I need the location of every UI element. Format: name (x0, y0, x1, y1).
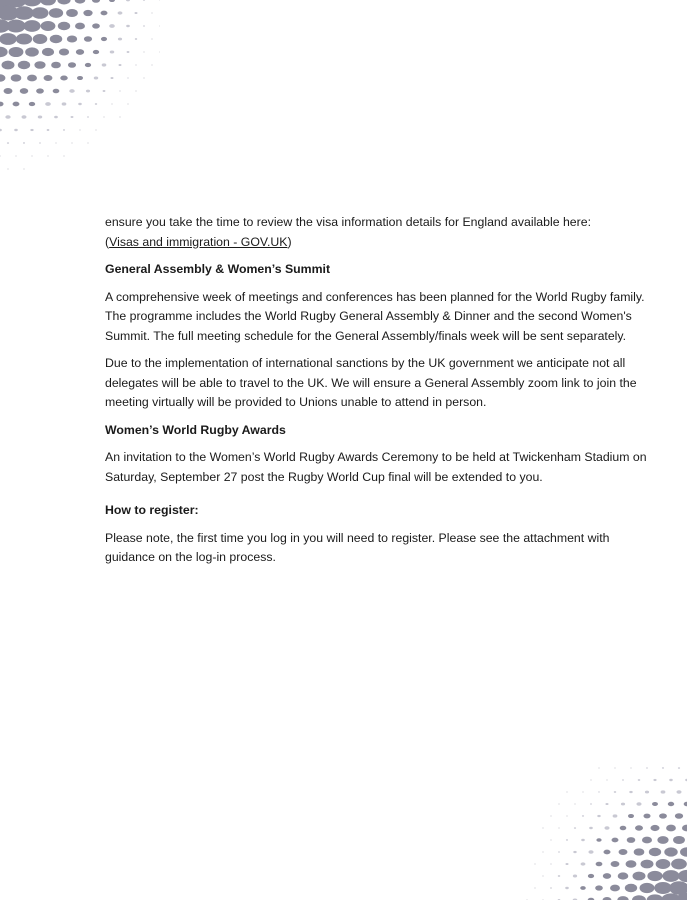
visa-paragraph (105, 213, 650, 252)
halftone-dot (566, 839, 568, 840)
halftone-dot (83, 10, 92, 16)
halftone-dot (614, 791, 617, 793)
register-heading: How to register: (105, 503, 199, 517)
halftone-dot (66, 9, 78, 17)
halftone-dot (127, 77, 129, 78)
visas-immigration-link[interactable]: Visas and immigration - GOV.UK (109, 234, 288, 249)
halftone-dot (659, 813, 667, 818)
halftone-dot (614, 767, 616, 768)
halftone-dot (550, 815, 552, 816)
halftone-dot (27, 75, 37, 82)
halftone-dot (632, 895, 646, 900)
halftone-dot (9, 47, 24, 57)
halftone-dot (566, 791, 568, 792)
halftone-dot (542, 851, 544, 852)
halftone-dot (20, 88, 28, 94)
halftone-dot (5, 0, 27, 7)
halftone-dot (565, 863, 568, 865)
halftone-dot (87, 142, 89, 143)
halftone-dot (57, 0, 70, 4)
halftone-dot (110, 50, 115, 53)
halftone-dot (581, 862, 586, 865)
halftone-dot (63, 129, 65, 130)
halftone-dot (5, 115, 10, 119)
halftone-dot (40, 0, 56, 5)
halftone-dot (44, 75, 53, 81)
halftone-dot (68, 62, 76, 67)
halftone-dot (534, 863, 536, 864)
halftone-dot (25, 47, 39, 56)
halftone-dot (647, 871, 662, 881)
paren-open: ( (105, 234, 110, 249)
halftone-dot (0, 19, 10, 33)
paren-close: ) (287, 234, 292, 249)
halftone-dot (673, 836, 685, 844)
halftone-dot (603, 850, 610, 855)
halftone-dot (678, 870, 687, 882)
halftone-dot (54, 116, 58, 119)
halftone-dot (7, 142, 9, 144)
halftone-dot (582, 815, 584, 816)
halftone-dot (33, 34, 48, 44)
halftone-dot (662, 870, 679, 882)
halftone-dot (92, 23, 100, 28)
halftone-dot (647, 894, 664, 900)
halftone-dot (23, 0, 42, 6)
halftone-dot (680, 847, 687, 856)
halftone-dot (95, 103, 97, 105)
halftone-dot (671, 859, 687, 870)
halftone-dot (109, 24, 115, 28)
halftone-dot (78, 103, 82, 105)
halftone-dot (675, 813, 683, 819)
halftone-dot (596, 838, 601, 842)
awards-heading: Women’s World Rugby Awards (105, 422, 286, 437)
halftone-dot (588, 874, 594, 878)
halftone-dot (76, 49, 84, 55)
halftone-dot (31, 7, 48, 19)
halftone-dot (31, 155, 33, 156)
halftone-dot (595, 885, 603, 890)
halftone-dot (51, 62, 61, 69)
halftone-dot (126, 25, 130, 27)
halftone-dot (633, 872, 646, 881)
halftone-dot (75, 0, 86, 4)
halftone-dot (0, 74, 5, 81)
halftone-dot (87, 116, 89, 117)
halftone-dot (93, 50, 99, 54)
halftone-dot (36, 88, 44, 93)
halftone-dot (643, 814, 650, 819)
halftone-dot (620, 826, 627, 830)
halftone-dot (588, 850, 593, 854)
halftone-dot (111, 103, 113, 104)
halftone-dot (649, 848, 661, 856)
halftone-dot (103, 116, 105, 117)
halftone-dot (682, 825, 687, 832)
general-assembly-heading: General Assembly & Women’s Summit (105, 262, 331, 276)
halftone-dot (653, 779, 656, 781)
halftone-dot (627, 837, 636, 843)
halftone-dot (13, 102, 20, 107)
halftone-dot (55, 142, 57, 143)
halftone-dot (590, 779, 592, 780)
halftone-dot (617, 896, 628, 900)
halftone-dot (71, 116, 74, 118)
halftone-dot (0, 6, 19, 21)
halftone-dot (21, 115, 26, 118)
halftone-dot (29, 102, 35, 106)
halftone-dot (676, 892, 687, 900)
halftone-dot (53, 89, 60, 94)
halftone-dot (573, 851, 576, 853)
halftone-dot (118, 38, 122, 41)
halftone-dot (85, 63, 91, 67)
halftone-dot (668, 802, 674, 806)
halftone-dot (558, 803, 560, 804)
halftone-dot (613, 814, 618, 817)
halftone-dot (661, 790, 666, 793)
halftone-dot (662, 767, 664, 768)
halftone-dot (94, 76, 98, 79)
halftone-dot (603, 873, 611, 879)
halftone-dot (50, 35, 63, 44)
halftone-dot (676, 790, 681, 793)
halftone-dot (109, 0, 115, 2)
halftone-dot (630, 767, 632, 768)
halftone-dot (626, 860, 637, 867)
halftone-dot (101, 37, 107, 41)
halftone-dot (542, 827, 544, 828)
halftone-dot (119, 116, 121, 117)
halftone-dot (58, 22, 70, 30)
halftone-dot (589, 827, 593, 829)
halftone-dot (14, 6, 34, 19)
halftone-dot (605, 803, 608, 805)
halftone-dot (42, 48, 54, 56)
halftone-dot (69, 89, 74, 93)
halftone-dot (103, 90, 106, 92)
halftone-dot (118, 11, 123, 14)
halftone-dot (59, 49, 69, 56)
halftone-dot (582, 791, 584, 792)
awards-paragraph: An invitation to the Women’s World Rugby Awards Ceremony to be held at Twickenham Stadium on Saturday, September 27 post the Rugby World Cup final will be extended to you. (105, 450, 647, 484)
halftone-dot (558, 875, 561, 877)
halftone-dot (67, 35, 77, 42)
halftone-dot (7, 168, 9, 169)
halftone-dot (645, 791, 649, 794)
halftone-dot (38, 115, 42, 118)
halftone-dot (135, 38, 137, 40)
halftone-dot (159, 0, 160, 1)
halftone-dot (664, 847, 677, 856)
halftone-dot (641, 860, 654, 869)
halftone-dot (573, 875, 577, 878)
general-assembly-paragraph-1: A comprehensive week of meetings and conferences has been planned for the World Rugby family. The programme includes the World Rugby General Assembly & Dinner and the second Women's Summit. The full meeting schedule for the General Assembly/finals week will be sent separately. (105, 289, 645, 343)
halftone-dot (565, 887, 569, 889)
halftone-dot (79, 129, 81, 130)
halftone-dot (23, 142, 25, 143)
halftone-dot (143, 0, 145, 1)
halftone-dot (45, 102, 51, 106)
halftone-dot (135, 12, 138, 14)
halftone-dot (558, 851, 560, 852)
halftone-dot (127, 51, 130, 53)
halftone-dot (625, 884, 637, 892)
halftone-dot (23, 20, 40, 32)
document-body (105, 213, 650, 576)
halftone-dot (656, 859, 671, 869)
halftone-dot (596, 862, 603, 867)
halftone-dot (654, 882, 672, 894)
halftone-dot (4, 88, 13, 94)
halftone-dot (143, 77, 145, 78)
halftone-dot (18, 61, 30, 69)
halftone-dot (652, 802, 658, 806)
halftone-dot (550, 887, 552, 888)
halftone-dot (143, 25, 145, 26)
halftone-dot (621, 803, 625, 806)
halftone-dot (127, 103, 129, 104)
halftone-dot (0, 47, 8, 57)
halftone-dot (23, 168, 25, 169)
halftone-dot (678, 767, 680, 769)
halftone-dot (542, 875, 544, 876)
halftone-dot (534, 887, 536, 888)
halftone-dot (0, 33, 17, 45)
halftone-dot (15, 155, 17, 156)
halftone-dot (606, 779, 608, 780)
halftone-dot (77, 76, 83, 80)
halftone-dot (618, 872, 629, 879)
halftone-dot (619, 849, 628, 855)
halftone-dot (550, 863, 552, 864)
halftone-dot (118, 64, 121, 66)
halftone-dot (62, 102, 67, 105)
halftone-dot (612, 838, 619, 843)
halftone-dot (574, 827, 576, 829)
halftone-dot (16, 33, 32, 44)
halftone-dot (135, 64, 137, 65)
halftone-dot (143, 51, 145, 52)
halftone-dot (14, 129, 18, 131)
halftone-dot (581, 839, 585, 841)
halftone-dot (63, 155, 65, 156)
halftone-dot (71, 142, 73, 143)
register-paragraph: Please note, the first time you log in you will need to register. Please see the attachment with guidance on the log-in process. (105, 530, 610, 564)
halftone-dot (151, 38, 153, 39)
halftone-dot (657, 836, 668, 844)
halftone-dot (101, 11, 108, 16)
halftone-dot (580, 886, 585, 890)
halftone-dot (635, 825, 643, 830)
halftone-dot (41, 21, 56, 31)
halftone-dot (110, 77, 113, 79)
halftone-dot (597, 815, 600, 817)
halftone-dot (159, 51, 160, 52)
halftone-dot (566, 815, 568, 816)
halftone-dot (610, 885, 620, 892)
halftone-dot (30, 129, 33, 131)
halftone-dot (126, 0, 130, 1)
halftone-dot (590, 803, 592, 804)
halftone-dot (574, 803, 576, 804)
halftone-dot (604, 826, 609, 829)
halftone-dot (598, 767, 600, 768)
halftone-dot (0, 102, 4, 107)
halftone-dot (661, 893, 681, 900)
halftone-dot (598, 791, 600, 792)
halftone-dot (92, 0, 100, 3)
halftone-dot (638, 779, 641, 781)
halftone-dot (0, 0, 13, 9)
halftone-dot (47, 129, 50, 131)
halftone-dot (629, 791, 632, 793)
halftone-dot (60, 75, 68, 80)
halftone-dot (6, 20, 25, 33)
halftone-dot (650, 825, 659, 831)
halftone-dot (622, 779, 624, 780)
visa-text: ensure you take the time to review the visa information details for England available here: (105, 215, 591, 229)
halftone-dot (95, 129, 97, 130)
halftone-dot (75, 23, 85, 30)
halftone-dot (646, 767, 648, 768)
halftone-dot (628, 814, 634, 818)
halftone-dot (550, 839, 552, 840)
halftone-dot (669, 779, 673, 781)
halftone-dot (642, 837, 652, 844)
halftone-dot (0, 155, 1, 156)
halftone-dot (636, 802, 641, 806)
halftone-dots-top-left (0, 0, 160, 190)
halftone-dot (151, 12, 153, 13)
general-assembly-paragraph-2: Due to the implementation of international sanctions by the UK government we anticipate not all delegates will be able to travel to the UK. We will ensure a General Assembly zoom link to join the meeting virtually will be provided to Unions unable to attend in person. (105, 356, 637, 409)
halftone-dot (86, 90, 90, 93)
halftone-dot (151, 64, 153, 65)
halftone-dot (135, 90, 137, 91)
halftone-dot (34, 61, 45, 69)
halftone-dot (558, 827, 560, 828)
halftone-dot (634, 848, 645, 855)
halftone-dot (49, 8, 63, 18)
halftone-dot (666, 825, 676, 832)
halftone-dot (84, 36, 92, 42)
halftone-dot (611, 861, 620, 867)
halftone-dot (669, 881, 687, 894)
halftone-dots-bottom-right (497, 760, 687, 900)
halftone-dot (102, 63, 107, 66)
halftone-dot (640, 883, 655, 893)
halftone-dot (159, 25, 160, 26)
halftone-dot (39, 142, 41, 143)
halftone-dot (47, 155, 49, 156)
halftone-dot (11, 74, 22, 81)
halftone-dot (2, 61, 15, 70)
halftone-dot (119, 90, 121, 91)
halftone-dot (0, 129, 2, 132)
